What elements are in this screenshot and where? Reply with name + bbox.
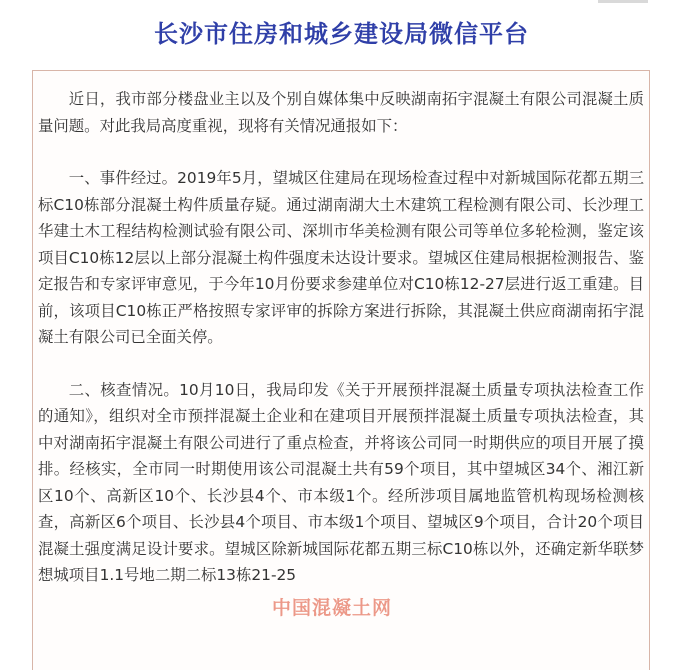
notice-paragraph-verification: 二、核查情况。10月10日，我局印发《关于开展预拌混凝土质量专项执法检查工作的通知》，组织对全市预拌混凝土企业和在建项目开展预拌混凝土质量专项执法检查，其中对湖南拓宇混凝土有限公司进行了重点检查，并将该公司同一时期供应的项目开展了摸排。经核实，全市同一时期使用该公司混凝土共有59个项目，其中望城区34个、湘江新区10个、高新区10个、长沙县4个、市本级1个。经所涉项目属地监管机构现场检测核查，高新区6个项目、长沙县4个项目、市本级1个项目、望城区9个项目，合计20个项目混凝土强度满足设计要求。望城区除新城国际花都五期三标C10栋以外，还确定新华联梦想城项目1.1号地二期二标13栋21-25 — [38, 380, 644, 584]
notice-paragraph-event: 一、事件经过。2019年5月，望城区住建局在现场检查过程中对新城国际花都五期三标C10栋部分混凝土构件质量存疑。通过湖南湖大土木建筑工程检测有限公司、长沙理工华建土木工程结构检测试验有限公司、深圳市华美检测有限公司等单位多轮检测，鉴定该项目C10栋12层以上部分混凝土构件强度未达设计要求。望城区住建局根据检测报告、鉴定报告和专家评审意见，于今年10月份要求参建单位对C10栋12-27层进行返工重建。目前，该项目C10栋正严格按照专家评审的拆除方案进行拆除，其混凝土供应商湖南拓宇混凝土有限公司已全面关停。 — [38, 169, 644, 346]
notice-body — [38, 86, 644, 589]
watermark-logo: 中国混凝土网 — [272, 597, 393, 619]
page-title: 长沙市住房和城乡建设局微信平台 — [154, 20, 529, 48]
top-divider — [598, 0, 648, 3]
notice-paragraph-intro: 近日，我市部分楼盘业主以及个别自媒体集中反映湖南拓宇混凝土有限公司混凝土质量问题。对此我局高度重视，现将有关情况通报如下： — [38, 90, 644, 135]
